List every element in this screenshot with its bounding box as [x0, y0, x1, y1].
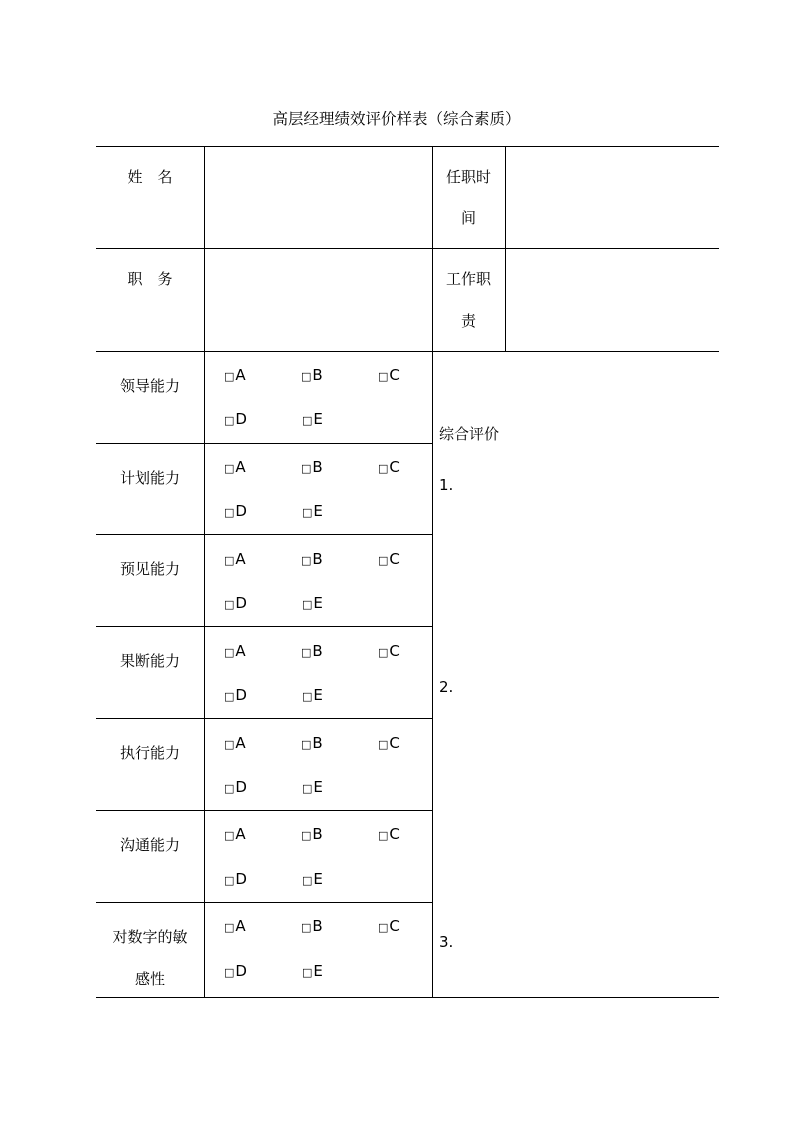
option-a[interactable]: □A [224, 734, 246, 752]
checkbox-icon: □ [224, 921, 235, 934]
checkbox-icon: □ [301, 462, 312, 475]
option-e[interactable]: □E [302, 594, 323, 612]
name-label: 姓 名 [127, 168, 173, 186]
tenure-label-line2: 间 [460, 209, 476, 227]
option-a[interactable]: □A [224, 917, 246, 935]
option-e[interactable]: □E [302, 870, 323, 888]
criterion-label-numeracy-line1: 对数字的敏 [112, 928, 188, 946]
criterion-label-communication: 沟通能力 [119, 836, 180, 854]
summary-item-3[interactable]: 3. [439, 933, 454, 951]
duties-field[interactable] [507, 250, 717, 349]
option-b[interactable]: □B [301, 366, 323, 384]
checkbox-icon: □ [224, 782, 235, 795]
checkbox-icon: □ [302, 506, 313, 519]
option-a[interactable]: □A [224, 366, 246, 384]
option-c[interactable]: □C [378, 825, 400, 843]
checkbox-icon: □ [378, 554, 389, 567]
option-b[interactable]: □B [301, 917, 323, 935]
checkbox-icon: □ [302, 690, 313, 703]
checkbox-icon: □ [301, 370, 312, 383]
checkbox-icon: □ [378, 738, 389, 751]
column-divider [204, 146, 205, 998]
option-d[interactable]: □D [224, 778, 247, 796]
option-d[interactable]: □D [224, 962, 247, 980]
option-d[interactable]: □D [224, 502, 247, 520]
checkbox-icon: □ [224, 690, 235, 703]
checkbox-icon: □ [302, 414, 313, 427]
row-divider [96, 902, 432, 903]
checkbox-icon: □ [224, 414, 235, 427]
option-b[interactable]: □B [301, 550, 323, 568]
table-border-top [96, 146, 719, 147]
option-e[interactable]: □E [302, 410, 323, 428]
checkbox-icon: □ [301, 738, 312, 751]
table-border-bottom [96, 997, 719, 998]
checkbox-icon: □ [302, 874, 313, 887]
row-divider [96, 626, 432, 627]
option-e[interactable]: □E [302, 778, 323, 796]
checkbox-icon: □ [302, 598, 313, 611]
option-e[interactable]: □E [302, 962, 323, 980]
position-field[interactable] [206, 250, 430, 349]
option-a[interactable]: □A [224, 642, 246, 660]
checkbox-icon: □ [302, 966, 313, 979]
checkbox-icon: □ [224, 738, 235, 751]
checkbox-icon: □ [301, 921, 312, 934]
checkbox-icon: □ [224, 598, 235, 611]
option-a[interactable]: □A [224, 458, 246, 476]
summary-item-1[interactable]: 1. [439, 476, 454, 494]
summary-item-2[interactable]: 2. [439, 678, 454, 696]
option-a[interactable]: □A [224, 825, 246, 843]
option-c[interactable]: □C [378, 734, 400, 752]
row-divider [96, 443, 432, 444]
option-d[interactable]: □D [224, 594, 247, 612]
option-c[interactable]: □C [378, 550, 400, 568]
column-divider [505, 146, 506, 351]
position-label: 职 务 [127, 270, 173, 288]
option-c[interactable]: □C [378, 642, 400, 660]
checkbox-icon: □ [224, 966, 235, 979]
criterion-label-numeracy-line2: 感性 [134, 970, 165, 988]
criterion-label-decisiveness: 果断能力 [119, 652, 180, 670]
row-divider [96, 351, 719, 352]
checkbox-icon: □ [224, 829, 235, 842]
duties-label-line2: 责 [460, 312, 476, 330]
tenure-field[interactable] [507, 148, 717, 246]
criterion-label-planning: 计划能力 [119, 469, 180, 487]
tenure-label-line1: 任职时 [445, 168, 491, 186]
checkbox-icon: □ [378, 370, 389, 383]
checkbox-icon: □ [224, 874, 235, 887]
option-d[interactable]: □D [224, 686, 247, 704]
option-a[interactable]: □A [224, 550, 246, 568]
criterion-label-foresight: 预见能力 [119, 560, 180, 578]
row-divider [96, 810, 432, 811]
row-divider [96, 718, 432, 719]
option-b[interactable]: □B [301, 825, 323, 843]
checkbox-icon: □ [301, 646, 312, 659]
option-b[interactable]: □B [301, 642, 323, 660]
option-b[interactable]: □B [301, 734, 323, 752]
checkbox-icon: □ [378, 462, 389, 475]
name-field[interactable] [206, 148, 430, 246]
checkbox-icon: □ [301, 829, 312, 842]
checkbox-icon: □ [302, 782, 313, 795]
page-title: 高层经理绩效评价样表（综合素质） [272, 110, 521, 128]
checkbox-icon: □ [378, 646, 389, 659]
option-e[interactable]: □E [302, 502, 323, 520]
duties-label-line1: 工作职 [445, 270, 491, 288]
checkbox-icon: □ [224, 506, 235, 519]
checkbox-icon: □ [224, 462, 235, 475]
option-d[interactable]: □D [224, 870, 247, 888]
checkbox-icon: □ [378, 829, 389, 842]
checkbox-icon: □ [301, 554, 312, 567]
option-e[interactable]: □E [302, 686, 323, 704]
criterion-label-leadership: 领导能力 [119, 377, 180, 395]
criterion-label-execution: 执行能力 [119, 744, 180, 762]
row-divider [96, 248, 719, 249]
option-b[interactable]: □B [301, 458, 323, 476]
checkbox-icon: □ [224, 554, 235, 567]
option-c[interactable]: □C [378, 458, 400, 476]
checkbox-icon: □ [224, 370, 235, 383]
option-c[interactable]: □C [378, 366, 400, 384]
checkbox-icon: □ [378, 921, 389, 934]
row-divider [96, 534, 432, 535]
summary-heading: 综合评价 [439, 425, 500, 443]
option-d[interactable]: □D [224, 410, 247, 428]
checkbox-icon: □ [224, 646, 235, 659]
option-c[interactable]: □C [378, 917, 400, 935]
